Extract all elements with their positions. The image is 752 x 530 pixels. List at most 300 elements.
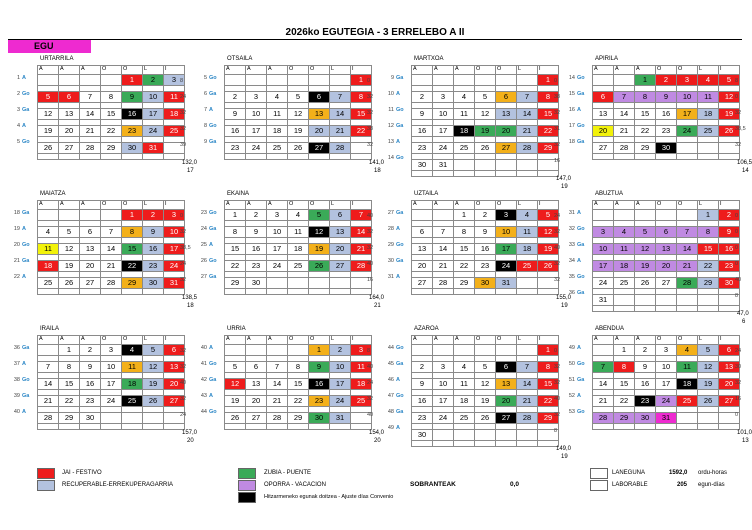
day-cell[interactable] <box>517 430 538 441</box>
day-cell[interactable]: 13 <box>330 227 351 238</box>
day-cell[interactable] <box>38 210 59 221</box>
day-cell[interactable]: 4 <box>267 92 288 103</box>
day-cell[interactable] <box>635 210 656 221</box>
day-cell[interactable]: 12 <box>288 109 309 120</box>
day-cell[interactable] <box>475 160 496 171</box>
day-cell[interactable]: 1 <box>635 75 656 86</box>
day-cell[interactable]: 8 <box>288 362 309 373</box>
day-cell[interactable]: 18 <box>517 244 538 255</box>
day-cell[interactable]: 23 <box>412 413 433 424</box>
day-cell[interactable] <box>698 295 719 306</box>
day-cell[interactable]: 26 <box>309 261 330 272</box>
day-cell[interactable]: 23 <box>656 126 677 137</box>
day-cell[interactable]: 7 <box>517 362 538 373</box>
day-cell[interactable]: 21 <box>267 396 288 407</box>
day-cell[interactable]: 9 <box>225 109 246 120</box>
day-cell[interactable]: 8 <box>635 92 656 103</box>
day-cell[interactable] <box>412 75 433 86</box>
day-cell[interactable]: 2 <box>719 210 740 221</box>
day-cell[interactable]: 3 <box>101 345 122 356</box>
day-cell[interactable]: 30 <box>475 278 496 289</box>
day-cell[interactable]: 20 <box>246 396 267 407</box>
day-cell[interactable]: 12 <box>635 244 656 255</box>
day-cell[interactable] <box>593 345 614 356</box>
day-cell[interactable]: 19 <box>38 126 59 137</box>
day-cell[interactable]: 8 <box>538 92 559 103</box>
day-cell[interactable]: 19 <box>288 126 309 137</box>
day-cell[interactable] <box>433 75 454 86</box>
day-cell[interactable]: 22 <box>59 396 80 407</box>
day-cell[interactable]: 27 <box>164 396 185 407</box>
day-cell[interactable] <box>267 345 288 356</box>
day-cell[interactable]: 12 <box>38 109 59 120</box>
day-cell[interactable]: 28 <box>38 413 59 424</box>
day-cell[interactable] <box>677 143 698 154</box>
day-cell[interactable]: 1 <box>698 210 719 221</box>
day-cell[interactable]: 16 <box>225 126 246 137</box>
day-cell[interactable] <box>288 278 309 289</box>
day-cell[interactable]: 30 <box>656 143 677 154</box>
day-cell[interactable]: 6 <box>80 227 101 238</box>
day-cell[interactable]: 29 <box>538 143 559 154</box>
day-cell[interactable] <box>593 75 614 86</box>
day-cell[interactable]: 12 <box>475 109 496 120</box>
day-cell[interactable]: 14 <box>38 379 59 390</box>
day-cell[interactable]: 10 <box>143 92 164 103</box>
day-cell[interactable]: 3 <box>351 345 372 356</box>
day-cell[interactable]: 7 <box>38 362 59 373</box>
day-cell[interactable]: 11 <box>614 244 635 255</box>
day-cell[interactable]: 26 <box>38 143 59 154</box>
day-cell[interactable]: 6 <box>593 92 614 103</box>
day-cell[interactable]: 4 <box>517 210 538 221</box>
day-cell[interactable]: 8 <box>538 362 559 373</box>
day-cell[interactable]: 14 <box>330 109 351 120</box>
day-cell[interactable] <box>38 345 59 356</box>
day-cell[interactable]: 27 <box>593 143 614 154</box>
day-cell[interactable]: 28 <box>101 278 122 289</box>
day-cell[interactable]: 10 <box>164 227 185 238</box>
day-cell[interactable]: 29 <box>698 278 719 289</box>
day-cell[interactable]: 22 <box>225 261 246 272</box>
day-cell[interactable]: 7 <box>330 92 351 103</box>
day-cell[interactable]: 13 <box>164 362 185 373</box>
day-cell[interactable]: 5 <box>698 345 719 356</box>
day-cell[interactable]: 8 <box>698 227 719 238</box>
day-cell[interactable]: 3 <box>677 75 698 86</box>
day-cell[interactable]: 5 <box>538 210 559 221</box>
day-cell[interactable] <box>517 278 538 289</box>
day-cell[interactable]: 4 <box>122 345 143 356</box>
day-cell[interactable] <box>656 295 677 306</box>
day-cell[interactable]: 19 <box>475 396 496 407</box>
day-cell[interactable]: 28 <box>677 278 698 289</box>
day-cell[interactable]: 19 <box>59 261 80 272</box>
day-cell[interactable]: 16 <box>412 126 433 137</box>
day-cell[interactable] <box>38 75 59 86</box>
day-cell[interactable]: 2 <box>656 75 677 86</box>
day-cell[interactable] <box>59 75 80 86</box>
day-cell[interactable]: 10 <box>677 92 698 103</box>
day-cell[interactable]: 23 <box>475 261 496 272</box>
day-cell[interactable]: 9 <box>412 109 433 120</box>
day-cell[interactable]: 15 <box>698 244 719 255</box>
day-cell[interactable]: 5 <box>475 362 496 373</box>
day-cell[interactable]: 15 <box>635 109 656 120</box>
day-cell[interactable] <box>433 345 454 356</box>
day-cell[interactable]: 5 <box>309 210 330 221</box>
day-cell[interactable]: 8 <box>614 362 635 373</box>
day-cell[interactable] <box>330 278 351 289</box>
day-cell[interactable] <box>267 278 288 289</box>
day-cell[interactable]: 23 <box>635 396 656 407</box>
day-cell[interactable]: 7 <box>614 92 635 103</box>
day-cell[interactable]: 27 <box>59 143 80 154</box>
day-cell[interactable]: 18 <box>677 379 698 390</box>
day-cell[interactable]: 3 <box>164 75 185 86</box>
day-cell[interactable]: 24 <box>267 261 288 272</box>
day-cell[interactable]: 30 <box>309 413 330 424</box>
day-cell[interactable] <box>454 430 475 441</box>
day-cell[interactable]: 18 <box>38 261 59 272</box>
day-cell[interactable]: 1 <box>309 345 330 356</box>
day-cell[interactable]: 31 <box>433 160 454 171</box>
day-cell[interactable]: 10 <box>101 362 122 373</box>
day-cell[interactable] <box>614 295 635 306</box>
day-cell[interactable]: 23 <box>719 261 740 272</box>
day-cell[interactable]: 20 <box>496 126 517 137</box>
day-cell[interactable]: 6 <box>412 227 433 238</box>
day-cell[interactable] <box>656 210 677 221</box>
day-cell[interactable]: 28 <box>433 278 454 289</box>
day-cell[interactable]: 7 <box>80 92 101 103</box>
day-cell[interactable]: 16 <box>656 109 677 120</box>
day-cell[interactable] <box>475 430 496 441</box>
day-cell[interactable]: 15 <box>122 244 143 255</box>
day-cell[interactable] <box>475 345 496 356</box>
day-cell[interactable]: 25 <box>454 143 475 154</box>
day-cell[interactable]: 12 <box>698 362 719 373</box>
day-cell[interactable]: 19 <box>475 126 496 137</box>
day-cell[interactable]: 26 <box>143 396 164 407</box>
day-cell[interactable] <box>593 210 614 221</box>
day-cell[interactable]: 22 <box>101 126 122 137</box>
day-cell[interactable]: 6 <box>246 362 267 373</box>
day-cell[interactable]: 27 <box>719 396 740 407</box>
day-cell[interactable]: 19 <box>719 109 740 120</box>
day-cell[interactable] <box>433 210 454 221</box>
day-cell[interactable]: 7 <box>351 210 372 221</box>
day-cell[interactable] <box>101 413 122 424</box>
day-cell[interactable]: 22 <box>454 261 475 272</box>
day-cell[interactable]: 16 <box>143 244 164 255</box>
day-cell[interactable]: 5 <box>143 345 164 356</box>
day-cell[interactable]: 26 <box>475 413 496 424</box>
day-cell[interactable]: 13 <box>80 244 101 255</box>
day-cell[interactable]: 14 <box>80 109 101 120</box>
day-cell[interactable]: 26 <box>698 396 719 407</box>
day-cell[interactable]: 23 <box>309 396 330 407</box>
day-cell[interactable]: 22 <box>635 126 656 137</box>
day-cell[interactable]: 24 <box>143 126 164 137</box>
day-cell[interactable]: 2 <box>412 362 433 373</box>
day-cell[interactable] <box>412 345 433 356</box>
day-cell[interactable] <box>496 345 517 356</box>
day-cell[interactable]: 31 <box>143 143 164 154</box>
day-cell[interactable] <box>225 345 246 356</box>
day-cell[interactable]: 22 <box>351 126 372 137</box>
day-cell[interactable]: 10 <box>267 227 288 238</box>
day-cell[interactable]: 20 <box>496 396 517 407</box>
day-cell[interactable]: 25 <box>677 396 698 407</box>
day-cell[interactable]: 9 <box>80 362 101 373</box>
day-cell[interactable]: 24 <box>164 261 185 272</box>
day-cell[interactable] <box>101 210 122 221</box>
day-cell[interactable]: 15 <box>225 244 246 255</box>
day-cell[interactable]: 20 <box>309 126 330 137</box>
day-cell[interactable]: 17 <box>101 379 122 390</box>
day-cell[interactable]: 11 <box>454 379 475 390</box>
day-cell[interactable]: 2 <box>635 345 656 356</box>
day-cell[interactable]: 13 <box>309 109 330 120</box>
day-cell[interactable]: 9 <box>635 362 656 373</box>
day-cell[interactable] <box>225 75 246 86</box>
day-cell[interactable]: 30 <box>143 278 164 289</box>
day-cell[interactable]: 27 <box>496 413 517 424</box>
day-cell[interactable] <box>475 75 496 86</box>
day-cell[interactable]: 9 <box>309 362 330 373</box>
day-cell[interactable]: 24 <box>593 278 614 289</box>
day-cell[interactable]: 18 <box>454 126 475 137</box>
day-cell[interactable]: 23 <box>143 261 164 272</box>
day-cell[interactable]: 2 <box>246 210 267 221</box>
day-cell[interactable]: 17 <box>677 109 698 120</box>
day-cell[interactable]: 4 <box>38 227 59 238</box>
day-cell[interactable]: 20 <box>656 261 677 272</box>
day-cell[interactable]: 12 <box>475 379 496 390</box>
day-cell[interactable]: 13 <box>246 379 267 390</box>
day-cell[interactable]: 3 <box>164 210 185 221</box>
day-cell[interactable]: 20 <box>164 379 185 390</box>
day-cell[interactable] <box>517 75 538 86</box>
day-cell[interactable]: 1 <box>122 75 143 86</box>
day-cell[interactable] <box>454 75 475 86</box>
day-cell[interactable]: 15 <box>614 379 635 390</box>
day-cell[interactable]: 21 <box>351 244 372 255</box>
day-cell[interactable]: 31 <box>593 295 614 306</box>
day-cell[interactable]: 4 <box>677 345 698 356</box>
day-cell[interactable]: 14 <box>351 227 372 238</box>
day-cell[interactable]: 1 <box>351 75 372 86</box>
day-cell[interactable]: 9 <box>475 227 496 238</box>
day-cell[interactable]: 12 <box>309 227 330 238</box>
day-cell[interactable] <box>330 75 351 86</box>
day-cell[interactable]: 25 <box>288 261 309 272</box>
day-cell[interactable]: 21 <box>433 261 454 272</box>
day-cell[interactable]: 15 <box>288 379 309 390</box>
day-cell[interactable]: 17 <box>433 126 454 137</box>
day-cell[interactable]: 14 <box>614 109 635 120</box>
day-cell[interactable]: 25 <box>267 143 288 154</box>
day-cell[interactable]: 27 <box>246 413 267 424</box>
day-cell[interactable] <box>309 75 330 86</box>
day-cell[interactable]: 16 <box>475 244 496 255</box>
day-cell[interactable]: 16 <box>246 244 267 255</box>
day-cell[interactable]: 24 <box>677 126 698 137</box>
day-cell[interactable]: 10 <box>330 362 351 373</box>
day-cell[interactable]: 17 <box>330 379 351 390</box>
day-cell[interactable]: 10 <box>433 379 454 390</box>
day-cell[interactable] <box>143 413 164 424</box>
day-cell[interactable]: 1 <box>614 345 635 356</box>
day-cell[interactable]: 3 <box>433 92 454 103</box>
day-cell[interactable]: 17 <box>267 244 288 255</box>
day-cell[interactable]: 21 <box>38 396 59 407</box>
day-cell[interactable] <box>496 160 517 171</box>
day-cell[interactable]: 3 <box>496 210 517 221</box>
day-cell[interactable]: 30 <box>635 413 656 424</box>
day-cell[interactable]: 30 <box>719 278 740 289</box>
day-cell[interactable]: 9 <box>719 227 740 238</box>
day-cell[interactable]: 8 <box>122 227 143 238</box>
day-cell[interactable]: 11 <box>454 109 475 120</box>
day-cell[interactable]: 12 <box>59 244 80 255</box>
day-cell[interactable]: 15 <box>351 109 372 120</box>
day-cell[interactable]: 22 <box>538 126 559 137</box>
day-cell[interactable]: 7 <box>267 362 288 373</box>
day-cell[interactable] <box>496 75 517 86</box>
day-cell[interactable] <box>288 75 309 86</box>
day-cell[interactable]: 31 <box>330 413 351 424</box>
day-cell[interactable] <box>517 160 538 171</box>
day-cell[interactable]: 11 <box>38 244 59 255</box>
day-cell[interactable]: 5 <box>475 92 496 103</box>
day-cell[interactable]: 5 <box>225 362 246 373</box>
day-cell[interactable]: 2 <box>80 345 101 356</box>
day-cell[interactable]: 9 <box>412 379 433 390</box>
day-cell[interactable]: 5 <box>635 227 656 238</box>
day-cell[interactable]: 25 <box>351 396 372 407</box>
day-cell[interactable]: 19 <box>698 379 719 390</box>
day-cell[interactable]: 30 <box>80 413 101 424</box>
day-cell[interactable]: 1 <box>122 210 143 221</box>
day-cell[interactable]: 16 <box>122 109 143 120</box>
day-cell[interactable]: 6 <box>719 345 740 356</box>
day-cell[interactable] <box>454 345 475 356</box>
day-cell[interactable]: 25 <box>122 396 143 407</box>
day-cell[interactable]: 4 <box>698 75 719 86</box>
day-cell[interactable]: 23 <box>225 143 246 154</box>
day-cell[interactable]: 6 <box>496 362 517 373</box>
day-cell[interactable]: 30 <box>122 143 143 154</box>
day-cell[interactable]: 13 <box>496 109 517 120</box>
day-cell[interactable]: 11 <box>164 92 185 103</box>
day-cell[interactable]: 16 <box>412 396 433 407</box>
day-cell[interactable]: 11 <box>698 92 719 103</box>
day-cell[interactable]: 9 <box>246 227 267 238</box>
day-cell[interactable]: 27 <box>330 261 351 272</box>
day-cell[interactable]: 21 <box>614 126 635 137</box>
day-cell[interactable]: 6 <box>164 345 185 356</box>
day-cell[interactable]: 7 <box>101 227 122 238</box>
day-cell[interactable]: 21 <box>330 126 351 137</box>
day-cell[interactable]: 2 <box>412 92 433 103</box>
day-cell[interactable]: 6 <box>496 92 517 103</box>
day-cell[interactable]: 6 <box>309 92 330 103</box>
day-cell[interactable]: 4 <box>454 92 475 103</box>
day-cell[interactable]: 20 <box>719 379 740 390</box>
day-cell[interactable]: 11 <box>351 362 372 373</box>
day-cell[interactable]: 2 <box>475 210 496 221</box>
day-cell[interactable]: 14 <box>517 379 538 390</box>
day-cell[interactable]: 22 <box>538 396 559 407</box>
day-cell[interactable]: 26 <box>538 261 559 272</box>
day-cell[interactable]: 26 <box>288 143 309 154</box>
day-cell[interactable] <box>101 75 122 86</box>
day-cell[interactable] <box>677 295 698 306</box>
day-cell[interactable]: 13 <box>412 244 433 255</box>
day-cell[interactable]: 22 <box>122 261 143 272</box>
day-cell[interactable] <box>433 430 454 441</box>
day-cell[interactable]: 25 <box>614 278 635 289</box>
day-cell[interactable] <box>122 413 143 424</box>
day-cell[interactable]: 1 <box>59 345 80 356</box>
day-cell[interactable]: 26 <box>225 413 246 424</box>
day-cell[interactable]: 11 <box>267 109 288 120</box>
day-cell[interactable]: 2 <box>143 75 164 86</box>
day-cell[interactable]: 14 <box>517 109 538 120</box>
day-cell[interactable] <box>288 345 309 356</box>
day-cell[interactable]: 5 <box>288 92 309 103</box>
day-cell[interactable]: 17 <box>593 261 614 272</box>
day-cell[interactable]: 22 <box>698 261 719 272</box>
day-cell[interactable]: 28 <box>517 143 538 154</box>
day-cell[interactable]: 4 <box>288 210 309 221</box>
day-cell[interactable]: 18 <box>267 126 288 137</box>
day-cell[interactable] <box>59 210 80 221</box>
day-cell[interactable]: 18 <box>288 244 309 255</box>
day-cell[interactable]: 13 <box>59 109 80 120</box>
day-cell[interactable]: 18 <box>614 261 635 272</box>
day-cell[interactable]: 18 <box>164 109 185 120</box>
day-cell[interactable]: 28 <box>351 261 372 272</box>
day-cell[interactable]: 21 <box>80 126 101 137</box>
day-cell[interactable] <box>246 345 267 356</box>
day-cell[interactable] <box>309 278 330 289</box>
day-cell[interactable]: 11 <box>677 362 698 373</box>
day-cell[interactable]: 10 <box>433 109 454 120</box>
day-cell[interactable]: 30 <box>246 278 267 289</box>
day-cell[interactable]: 18 <box>351 379 372 390</box>
day-cell[interactable] <box>614 210 635 221</box>
day-cell[interactable]: 14 <box>101 244 122 255</box>
day-cell[interactable]: 21 <box>517 396 538 407</box>
day-cell[interactable]: 15 <box>454 244 475 255</box>
day-cell[interactable]: 10 <box>246 109 267 120</box>
day-cell[interactable]: 21 <box>677 261 698 272</box>
day-cell[interactable]: 25 <box>698 126 719 137</box>
day-cell[interactable]: 29 <box>122 278 143 289</box>
day-cell[interactable]: 27 <box>309 143 330 154</box>
day-cell[interactable]: 28 <box>330 143 351 154</box>
day-cell[interactable]: 15 <box>538 379 559 390</box>
day-cell[interactable] <box>80 210 101 221</box>
day-cell[interactable] <box>496 430 517 441</box>
day-cell[interactable]: 23 <box>80 396 101 407</box>
day-cell[interactable]: 7 <box>433 227 454 238</box>
day-cell[interactable]: 18 <box>698 109 719 120</box>
day-cell[interactable]: 14 <box>433 244 454 255</box>
